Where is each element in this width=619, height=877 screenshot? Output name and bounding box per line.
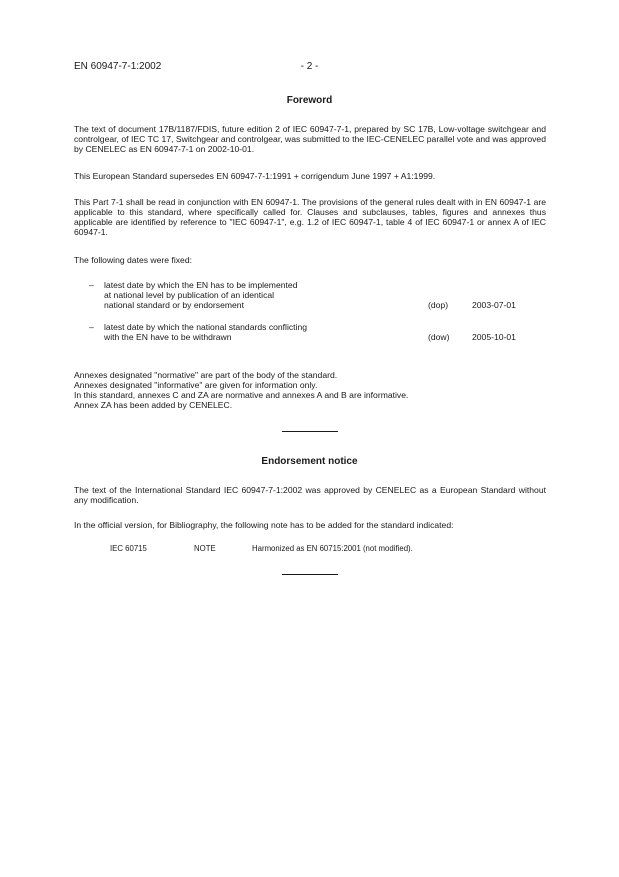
date-code: (dop) xyxy=(428,300,449,310)
endorsement-paragraph-2: In the official version, for Bibliography, the following note has to be added for the standard indicated: xyxy=(74,520,454,530)
endorsement-title: Endorsement notice xyxy=(261,456,358,467)
date-value: 2003-07-01 xyxy=(472,300,516,310)
note-label: NOTE xyxy=(194,544,216,553)
list-item-line: with the EN have to be withdrawn xyxy=(104,332,232,342)
page-number: - 2 - xyxy=(300,61,319,72)
list-dash: – xyxy=(89,322,94,332)
list-item xyxy=(74,322,546,352)
document-id: EN 60947-7-1:2002 xyxy=(74,61,162,72)
section-divider xyxy=(282,431,338,432)
list-item-line: latest date by which the national standards conflicting xyxy=(104,322,308,332)
list-item-text xyxy=(104,322,424,342)
foreword-paragraph-4: The following dates were fixed: xyxy=(74,255,192,265)
annex-line: Annexes designated "normative" are part of the body of the standard. xyxy=(74,370,338,380)
list-item-line: at national level by publication of an identical xyxy=(104,290,275,300)
list-item xyxy=(74,280,546,322)
dates-list xyxy=(74,280,546,352)
foreword-paragraph-3: This Part 7-1 shall be read in conjunction with EN 60947-1. The provisions of the general rules dealt with in EN 60947-1 are applicable to this standard, where specifically called for. Clauses and subclauses, tables, figures and annexes thus applicable are identified by reference to "IEC 60947-1", e.g. 1.2 of IEC 60947-1, table 4 of IEC 60947-1 or annex A of IEC 60947-1. xyxy=(74,197,546,237)
list-dash: – xyxy=(89,280,94,290)
list-item-text xyxy=(104,280,424,310)
date-code: (dow) xyxy=(428,332,450,342)
note-text: Harmonized as EN 60715:2001 (not modified). xyxy=(252,544,413,553)
end-divider xyxy=(282,574,338,575)
foreword-paragraph-1: The text of document 17B/1187/FDIS, future edition 2 of IEC 60947-7-1, prepared by SC 17B, Low-voltage switchgear and controlgear, of IEC TC 17, Switchgear and controlgear, was submitted to the IEC-CENELEC parallel vote and was approved by CENELEC as EN 60947-7-1 on 2002-10-01. xyxy=(74,124,546,154)
endorsement-paragraph-1: The text of the International Standard IEC 60947-7-1:2002 was approved by CENELEC as a European Standard without any modification. xyxy=(74,485,546,505)
note-standard: IEC 60715 xyxy=(110,544,147,553)
annex-line: Annexes designated "informative" are given for information only. xyxy=(74,380,318,390)
list-item-line: national standard or by endorsement xyxy=(104,300,244,310)
foreword-paragraph-2: This European Standard supersedes EN 60947-7-1:1991 + corrigendum June 1997 + A1:1999. xyxy=(74,171,436,181)
annex-notes xyxy=(74,370,546,410)
date-value: 2005-10-01 xyxy=(472,332,516,342)
foreword-title: Foreword xyxy=(286,95,333,106)
list-item-line: latest date by which the EN has to be implemented xyxy=(104,280,298,290)
annex-line: Annex ZA has been added by CENELEC. xyxy=(74,400,233,410)
annex-line: In this standard, annexes C and ZA are normative and annexes A and B are informative. xyxy=(74,390,409,400)
